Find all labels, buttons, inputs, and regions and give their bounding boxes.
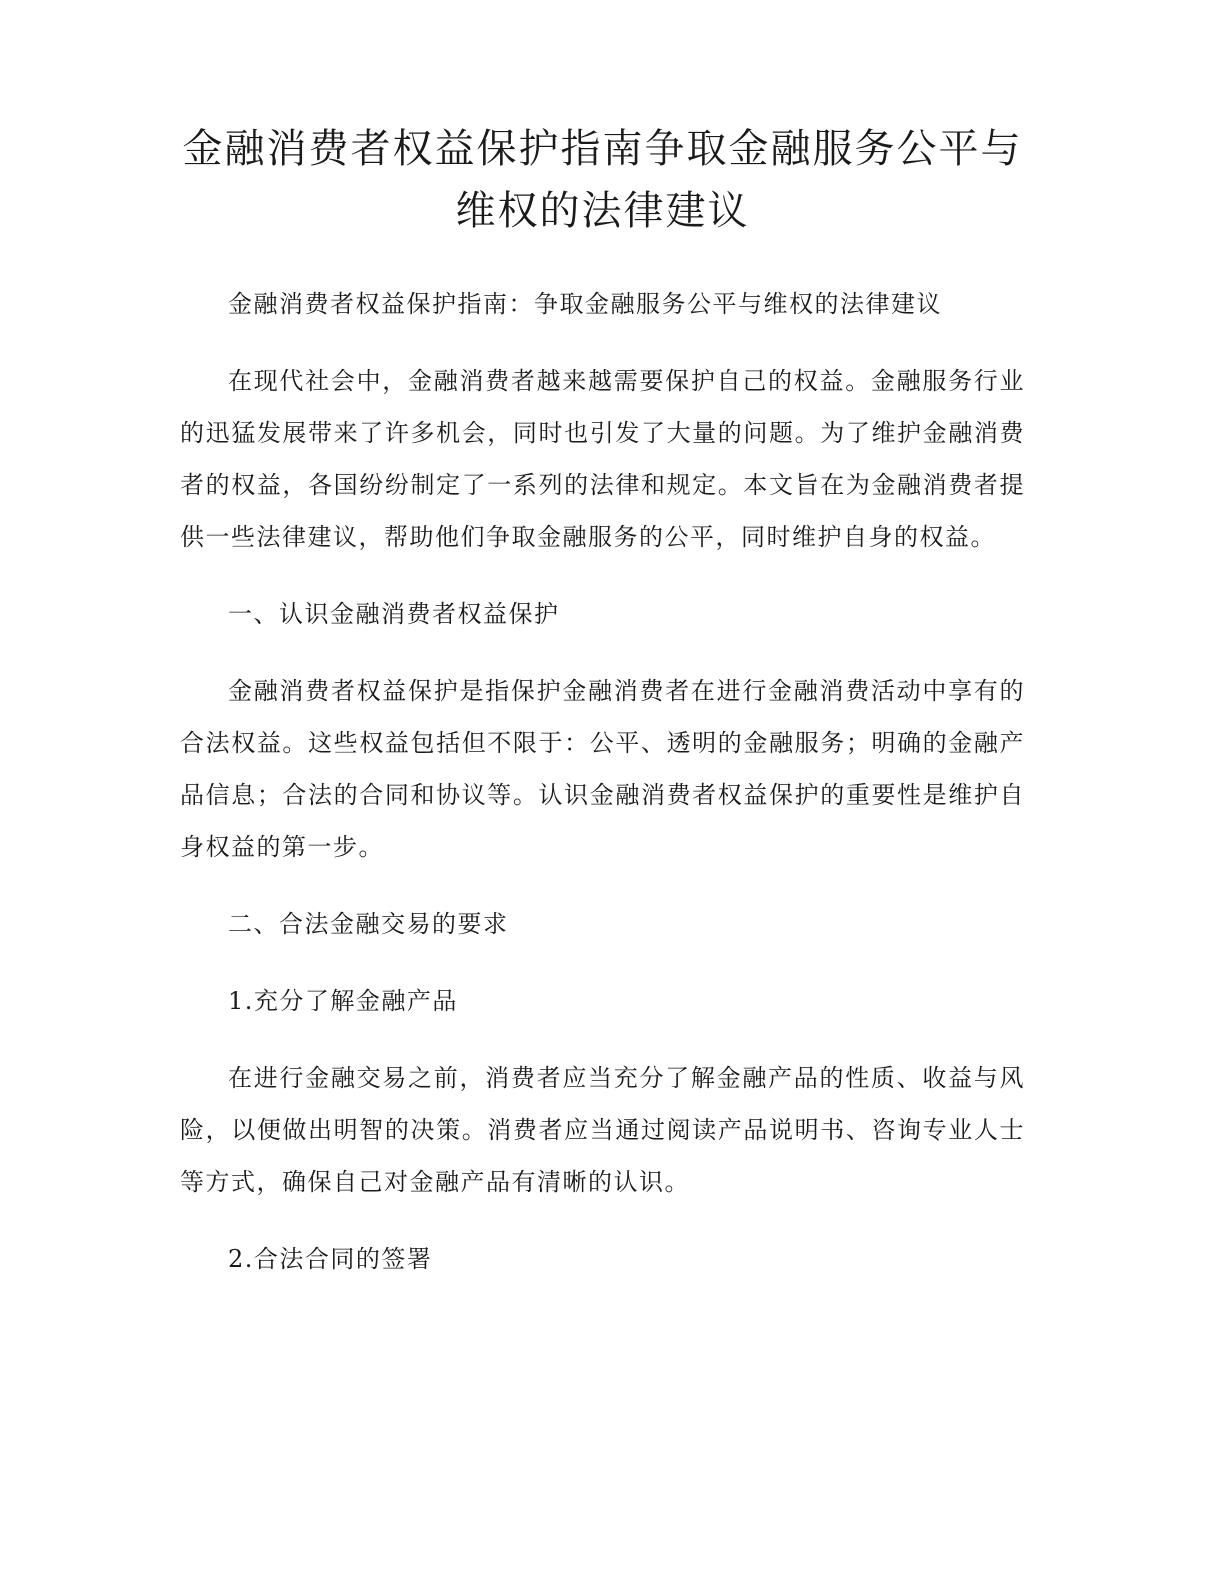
document-title: 金融消费者权益保护指南争取金融服务公平与维权的法律建议: [182, 126, 1023, 234]
item1-heading: 1.充分了解金融产品: [228, 987, 458, 1015]
item2-heading: 2.合法合同的签署: [228, 1245, 433, 1273]
section1-heading: 一、认识金融消费者权益保护: [228, 600, 560, 628]
document-page: [180, 118, 1025, 1285]
section2-heading: 二、合法金融交易的要求: [228, 910, 509, 938]
intro-paragraph: 在现代社会中，金融消费者越来越需要保护自己的权益。金融服务行业的迅猛发展带来了许多机会，同时也引发了大量的问题。为了维护金融消费者的权益，各国纷纷制定了一系列的法律和规定。本文旨在为金融消费者提供一些法律建议，帮助他们争取金融服务的公平，同时维护自身的权益。: [180, 367, 1025, 551]
document-subtitle: 金融消费者权益保护指南：争取金融服务公平与维权的法律建议: [228, 290, 942, 318]
section1-paragraph: 金融消费者权益保护是指保护金融消费者在进行金融消费活动中享有的合法权益。这些权益包括但不限于：公平、透明的金融服务；明确的金融产品信息；合法的合同和协议等。认识金融消费者权益保护的重要性是维护自身权益的第一步。: [180, 677, 1025, 861]
item1-paragraph: 在进行金融交易之前，消费者应当充分了解金融产品的性质、收益与风险，以便做出明智的决策。消费者应当通过阅读产品说明书、咨询专业人士等方式，确保自己对金融产品有清晰的认识。: [180, 1064, 1025, 1196]
